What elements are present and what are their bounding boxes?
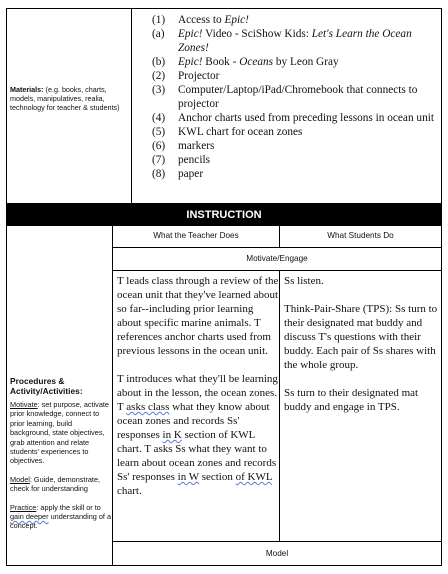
phase-motivate-engage: Motivate/Engage — [112, 247, 442, 271]
students-paragraph: Ss turn to their designated mat buddy and engage in TPS. — [284, 387, 419, 413]
materials-list — [152, 13, 440, 181]
procedures-label — [10, 376, 112, 540]
teacher-paragraph: T introduces what they'll be learning about in the lesson, the ocean zones. T asks class what they know about ocean zones and records Ss' responses in K section of KWL chart. T asks Ss what they want to learn about ocean zones and records Ss' responses in W section of KWL chart. — [117, 373, 278, 497]
procedures-title: Procedures & Activity/Activities: — [10, 376, 83, 396]
teacher-column-header: What the Teacher Does — [112, 226, 280, 248]
students-paragraph: Think-Pair-Share (TPS): Ss turn to their designated mat buddy and discuss T's questions with their buddy. Each pair of Ss shares with the whole group. — [284, 303, 438, 371]
students-paragraph: Ss listen. — [284, 275, 324, 287]
procedures-label-cell — [6, 226, 112, 566]
materials-list-cell — [131, 8, 442, 204]
materials-item: (2) Projector — [152, 70, 220, 82]
materials-item: (3) Computer/Laptop/iPad/Chromebook that connects to projector — [152, 84, 418, 110]
teacher-activities-cell — [112, 270, 280, 542]
materials-item: (8) paper — [152, 168, 204, 180]
materials-item: (5) KWL chart for ocean zones — [152, 126, 303, 138]
materials-subitem: (a) Epic! Video - SciShow Kids: Let's Learn the Ocean Zones! — [152, 28, 412, 54]
materials-item: (6) markers — [152, 140, 215, 152]
students-column-header: What Students Do — [279, 226, 442, 248]
materials-label: Materials: (e.g. books, charts, models, manipulatives, realia, technology for teacher & students) — [10, 85, 120, 113]
model-description: Model: Guide, demonstrate, check for understanding — [10, 474, 101, 494]
materials-item: (7) pencils — [152, 154, 210, 166]
materials-subitem: (b) Epic! Book - Oceans by Leon Gray — [152, 56, 339, 68]
lesson-plan-sheet — [6, 8, 442, 566]
practice-description: Practice: apply the skill or to gain deeper understanding of a concept. — [10, 502, 112, 531]
teacher-activities-text — [117, 274, 279, 498]
materials-item: (4) Anchor charts used from preceding lessons in ocean unit — [152, 112, 434, 124]
materials-label-cell — [6, 8, 131, 204]
students-activities-text — [284, 274, 440, 414]
instruction-header: INSTRUCTION — [6, 204, 442, 226]
phase-model: Model — [112, 541, 442, 566]
motivate-description: Motivate: set purpose, activate prior knowledge, connect to prior learning, build background, state objectives, grab attention and relate students' experiences to objectives. — [10, 400, 109, 466]
students-activities-cell — [279, 270, 442, 542]
teacher-paragraph: T leads class through a review of the ocean unit that they've learned about so far--including prior learning about specific marine animals. T references anchor charts used from previous lessons in the ocean unit. — [117, 275, 279, 357]
materials-item: (1) Access to Epic! — [152, 14, 249, 26]
